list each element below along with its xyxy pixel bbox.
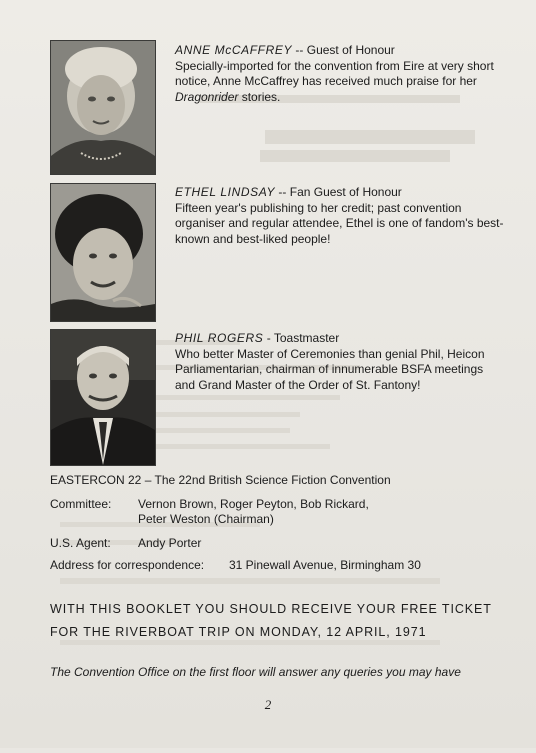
address-label: Address for correspondence: — [50, 558, 205, 572]
guest-name: ANNE McCAFFREY — [175, 43, 293, 57]
phil-rogers-photo — [50, 329, 156, 466]
us-agent-value: Andy Porter — [138, 536, 202, 550]
guest-role: Guest of Honour — [306, 43, 395, 57]
committee-label: Committee: — [50, 497, 112, 511]
bio-text: Fifteen year's publishing to her credit; past convention organiser and regular attendee, Ethel is one of fandom's best-known and best-liked people! — [175, 200, 504, 246]
phil-rogers-bio — [175, 331, 505, 393]
guest-role: Toastmaster — [273, 331, 340, 345]
ethel-lindsay-photo — [50, 183, 156, 322]
guest-role: Fan Guest of Honour — [289, 185, 402, 199]
separator: - — [263, 331, 274, 345]
ticket-notice-line1: WITH THIS BOOKLET YOU SHOULD RECEIVE YOUR FREE TICKET — [50, 602, 492, 616]
guest-name: ETHEL LINDSAY — [175, 185, 276, 199]
bio-text-end: stories. — [238, 89, 281, 104]
ticket-notice-line2: FOR THE RIVERBOAT TRIP ON MONDAY, 12 APRIL, 1971 — [50, 625, 427, 639]
anne-mccaffrey-photo — [50, 40, 156, 175]
ethel-lindsay-bio — [175, 185, 505, 247]
separator: -- — [275, 185, 290, 199]
guest-name: PHIL ROGERS — [175, 331, 264, 345]
convention-title: EASTERCON 22 – The 22nd British Science Fiction Convention — [50, 473, 391, 487]
convention-office-note: The Convention Office on the first floor will answer any queries you may have — [50, 665, 461, 679]
separator: -- — [292, 43, 307, 57]
anne-mccaffrey-bio — [175, 43, 505, 105]
committee-members-line1: Vernon Brown, Roger Peyton, Bob Rickard, — [138, 497, 369, 511]
bio-text: Who better Master of Ceremonies than genial Phil, Heicon Parliamentarian, chairman of innumerable BSFA meetings and Grand Master of the Order of St. Fantony! — [175, 346, 485, 392]
page-number: 2 — [264, 697, 272, 712]
us-agent-label: U.S. Agent: — [50, 536, 111, 550]
bio-text: Specially-imported for the convention from Eire at very short notice, Anne McCaffrey has received much praise for her — [175, 58, 494, 88]
bio-italic-title: Dragonrider — [175, 89, 239, 104]
address-value: 31 Pinewall Avenue, Birmingham 30 — [229, 558, 421, 572]
committee-members-line2: Peter Weston (Chairman) — [138, 512, 274, 526]
